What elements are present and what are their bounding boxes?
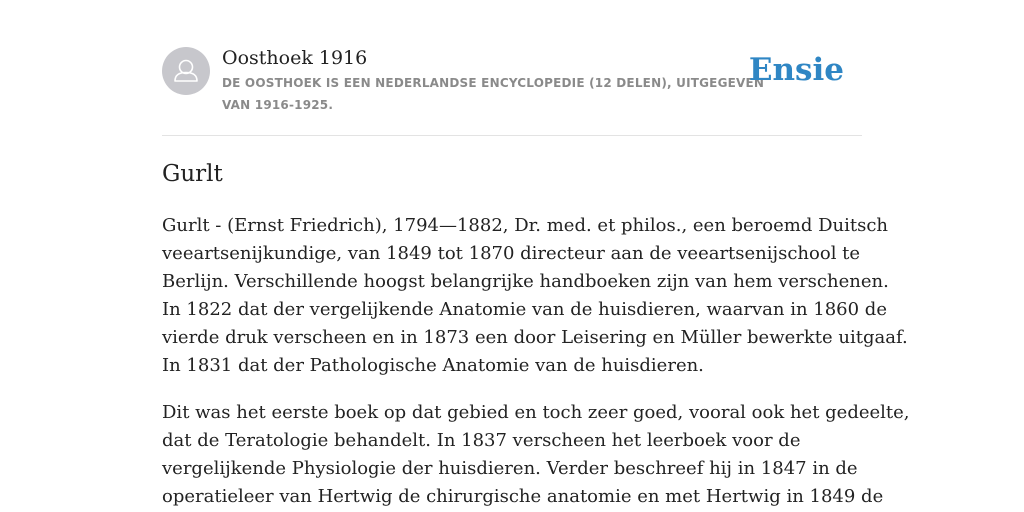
source-description-line: VAN 1916-1925.: [222, 98, 334, 112]
source-description: [222, 72, 765, 116]
paragraph-line: In 1831 dat der Pathologische Anatomie van de huisdieren.: [162, 355, 704, 376]
avatar: [162, 47, 210, 95]
paragraph-line: Dit was het eerste boek op dat gebied en toch zeer goed, vooral ook het gedeelte,: [162, 402, 910, 423]
paragraph-line: Gurlt - (Ernst Friedrich), 1794—1882, Dr. med. et philos., een beroemd Duitsch: [162, 215, 889, 236]
paragraph-line: operatieleer van Hertwig de chirurgische anatomie en met Hertwig in 1849 de: [162, 486, 884, 507]
source-header: [162, 46, 862, 116]
user-icon: [162, 47, 210, 95]
divider: [162, 135, 862, 136]
ensie-logo[interactable]: Ensie: [748, 52, 844, 88]
article-paragraph: [162, 212, 908, 380]
paragraph-line: vergelijkende Physiologie der huisdieren. Verder beschreef hij in 1847 in de: [162, 458, 858, 479]
paragraph-line: veeartsenijkundige, van 1849 tot 1870 directeur aan de veeartsenijschool te: [162, 243, 861, 264]
paragraph-line: Berlijn. Verschillende hoogst belangrijke handboeken zijn van hem verschenen.: [162, 271, 889, 292]
article-paragraph: [162, 399, 910, 511]
article-title: Gurlt: [162, 161, 223, 187]
source-title[interactable]: Oosthoek 1916: [222, 47, 368, 69]
article-body: [162, 212, 910, 512]
paragraph-line: vierde druk verscheen en in 1873 een door Leisering en Müller bewerkte uitgaaf.: [162, 327, 908, 348]
paragraph-line: dat de Teratologie behandelt. In 1837 verscheen het leerboek voor de: [162, 430, 801, 451]
paragraph-line: In 1822 dat der vergelijkende Anatomie van de huisdieren, waarvan in 1860 de: [162, 299, 887, 320]
source-description-line: DE OOSTHOEK IS EEN NEDERLANDSE ENCYCLOPEDIE (12 DELEN), UITGEGEVEN: [222, 76, 765, 90]
